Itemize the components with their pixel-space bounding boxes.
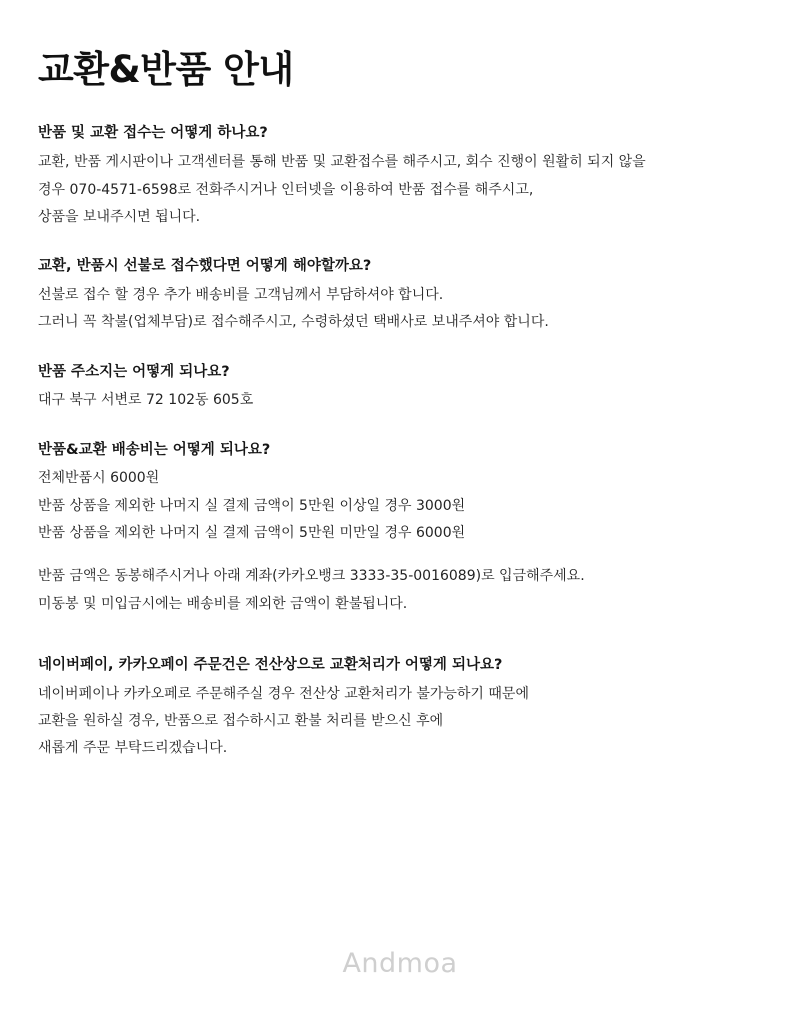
section-line: 그러니 꼭 착불(업체부담)로 접수해주시고, 수령하셨던 택배사로 보내주셔야 합니다. — [38, 314, 549, 331]
section-line: 네이버페이나 카카오페로 주문해주실 경우 전산상 교환처리가 불가능하기 때문에 — [38, 685, 529, 702]
section-line: 반품 상품을 제외한 나머지 실 결제 금액이 5만원 미만일 경우 6000원 — [38, 525, 466, 542]
section-prepaid-shipping — [38, 253, 762, 336]
section-shipping-fee — [38, 437, 762, 618]
section-question: 교환, 반품시 선불로 접수했다면 어떻게 해야할까요? — [38, 258, 372, 275]
section-question: 반품 및 교환 접수는 어떻게 하나요? — [38, 125, 268, 142]
section-line: 교환을 원하실 경우, 반품으로 접수하시고 환불 처리를 받으신 후에 — [38, 713, 444, 730]
paragraph-spacer — [38, 547, 762, 563]
section-return-exchange-request — [38, 120, 762, 231]
section-line: 경우 070-4571-6598로 전화주시거나 인터넷을 이용하여 반품 접수를 해주시고, — [38, 181, 534, 198]
section-line: 교환, 반품 게시판이나 고객센터를 통해 반품 및 교환접수를 해주시고, 회수 진행이 원활히 되지 않을 — [38, 154, 646, 171]
section-return-address — [38, 359, 762, 415]
section-naverpay-kakaopay — [38, 652, 762, 763]
brand-watermark: Andmoa — [342, 948, 458, 979]
section-line: 반품 상품을 제외한 나머지 실 결제 금액이 5만원 이상일 경우 3000원 — [38, 497, 466, 514]
section-line: 미동봉 및 미입금시에는 배송비를 제외한 금액이 환불됩니다. — [38, 595, 408, 612]
section-line: 전체반품시 6000원 — [38, 470, 160, 487]
section-question: 반품 주소지는 어떻게 되나요? — [38, 363, 230, 380]
section-question: 반품&교환 배송비는 어떻게 되나요? — [38, 441, 271, 458]
section-line: 상품을 보내주시면 됩니다. — [38, 208, 201, 225]
section-line: 반품 금액은 동봉해주시거나 아래 계좌(카카오뱅크 3333-35-0016089)로 입금해주세요. — [38, 568, 585, 585]
section-line: 새롭게 주문 부탁드리겠습니다. — [38, 740, 228, 757]
section-line: 대구 북구 서변로 72 102동 605호 — [38, 392, 254, 409]
page-title: 교환&반품 안내 — [38, 48, 294, 91]
section-question: 네이버페이, 카카오페이 주문건은 전산상으로 교환처리가 어떻게 되나요? — [38, 656, 503, 673]
section-line: 선불로 접수 할 경우 추가 배송비를 고객님께서 부담하셔야 합니다. — [38, 286, 444, 303]
